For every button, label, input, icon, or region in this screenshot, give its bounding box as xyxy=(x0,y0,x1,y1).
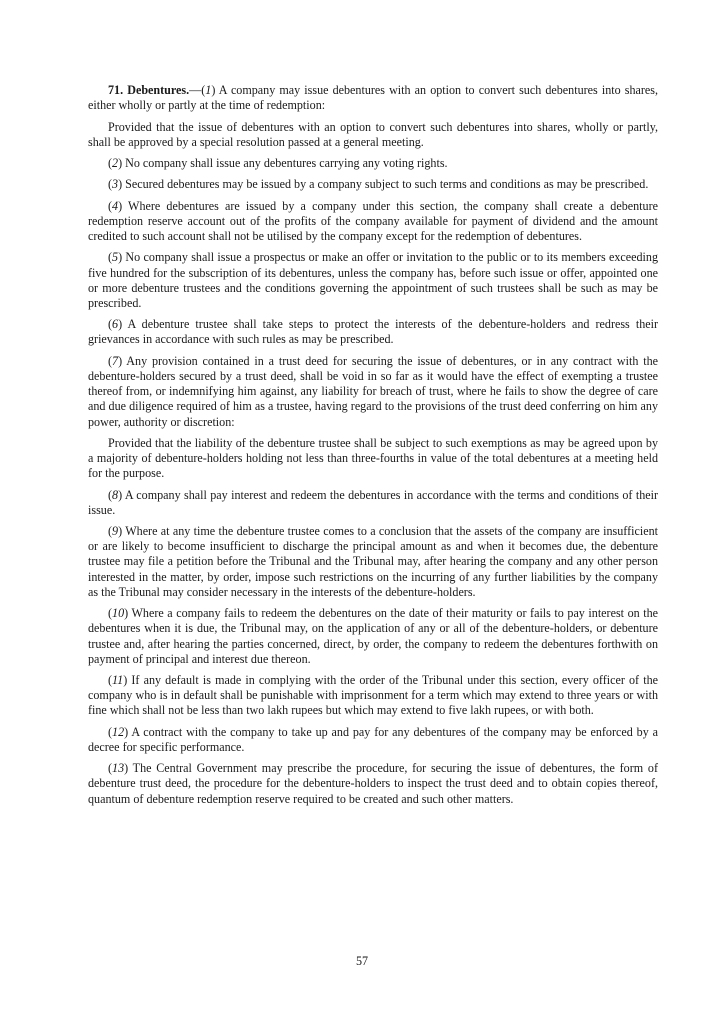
section-heading: 71. Debentures. xyxy=(108,83,190,97)
subsection-paragraph-7 xyxy=(88,354,658,430)
subsection-number: 3 xyxy=(112,177,119,192)
proviso-text: Provided that the liability of the debenture trustee shall be subject to such exemptions as may be agreed upon by a majority of debenture-holders holding not less than three-fourths in value of the total debentures at a meeting held for the purpose. xyxy=(88,435,658,481)
subsection-prefix: ( xyxy=(108,524,113,539)
subsection-prefix: ( xyxy=(108,761,113,776)
section-paragraph-1 xyxy=(88,83,658,113)
subsection-text: ) Where a company fails to redeem the debentures on the date of their maturity or fails to pay interest on the debentures when it is due, the Tribunal may, on the application of any or all of the debenture-holders, or debenture trustee and, after hearing the parties concerned, direct, by order, the company to redeem the debentures forthwith on payment of principal and interest due thereon. xyxy=(88,606,658,666)
proviso-paragraph-1 xyxy=(88,120,658,150)
subsection-number: 11 xyxy=(112,673,124,688)
subsection-text: ) Secured debentures may be issued by a company subject to such terms and conditions as may be prescribed. xyxy=(118,177,649,192)
subsection-text: ) A debenture trustee shall take steps to protect the interests of the debenture-holders and redress their grievances in accordance with such rules as may be prescribed. xyxy=(88,317,658,347)
subsection-number: 1 xyxy=(205,83,212,97)
subsection-paragraph-2 xyxy=(88,156,658,171)
subsection-paragraph-10 xyxy=(88,606,658,667)
proviso-paragraph-2 xyxy=(88,436,658,482)
proviso-text: Provided that the issue of debentures with an option to convert such debentures into shares, wholly or partly, shall be approved by a special resolution passed at a general meeting. xyxy=(88,119,658,149)
subsection-paragraph-5 xyxy=(88,250,658,311)
document-body xyxy=(88,83,658,813)
subsection-number: 7 xyxy=(112,353,119,368)
subsection-prefix: ( xyxy=(108,177,113,192)
subsection-number: 8 xyxy=(112,487,119,502)
page-number: 57 xyxy=(355,954,369,968)
subsection-text: ) A company shall pay interest and redeem the debentures in accordance with the terms and conditions of their issue. xyxy=(88,487,658,517)
subsection-number: 4 xyxy=(112,198,119,213)
subsection-text: ) A company may issue debentures with an option to convert such debentures into shares, either wholly or partly at the time of redemption: xyxy=(88,83,658,113)
subsection-paragraph-4 xyxy=(88,199,658,245)
subsection-prefix: ( xyxy=(108,673,113,688)
subsection-paragraph-13 xyxy=(88,761,658,807)
subsection-paragraph-8 xyxy=(88,488,658,518)
subsection-number: 13 xyxy=(112,761,125,776)
subsection-prefix: ( xyxy=(108,606,113,621)
subsection-number: 12 xyxy=(112,724,125,739)
subsection-prefix: —( xyxy=(189,83,206,97)
subsection-text: ) No company shall issue any debentures carrying any voting rights. xyxy=(118,156,448,170)
subsection-number: 5 xyxy=(112,250,119,265)
subsection-text: ) No company shall issue a prospectus or make an offer or invitation to the public or to its members exceeding five hundred for the subscription of its debentures, unless the company has, before such issue or offer, appointed one or more debenture trustees and the conditions governing the appointment of such trustees shall be such as may be prescribed. xyxy=(88,250,658,310)
subsection-prefix: ( xyxy=(108,317,113,332)
subsection-text: ) Where debentures are issued by a company under this section, the company shall create a debenture redemption reserve account out of the profits of the company available for payment of dividend and the amount credited to such account shall not be utilised by the company except for the redemption of debentures. xyxy=(88,198,658,243)
subsection-paragraph-9 xyxy=(88,524,658,600)
subsection-text: ) The Central Government may prescribe the procedure, for securing the issue of debentures, the form of debenture trust deed, the procedure for the debenture-holders to inspect the trust deed and to obtain copies thereof, quantum of debenture redemption reserve required to be created and such other matters. xyxy=(88,761,658,806)
subsection-paragraph-12 xyxy=(88,725,658,755)
subsection-paragraph-6 xyxy=(88,317,658,347)
subsection-text: ) A contract with the company to take up and pay for any debentures of the company may be enforced by a decree for specific performance. xyxy=(88,724,658,754)
subsection-text: ) If any default is made in complying with the order of the Tribunal under this section, every officer of the company who is in default shall be punishable with imprisonment for a term which may extend to three years or with fine which shall not be less than two lakh rupees but which may extend to five lakh rupees, or with both. xyxy=(88,673,658,718)
subsection-prefix: ( xyxy=(108,487,113,502)
subsection-paragraph-11 xyxy=(88,673,658,719)
subsection-text: ) Where at any time the debenture trustee comes to a conclusion that the assets of the company are insufficient or are likely to become insufficient to discharge the principal amount as and when it becomes due, the debenture trustee may file a petition before the Tribunal and the Tribunal may, after hearing the company and any other person interested in the matter, by order, impose such restrictions on the incurring of any further liabilities by the company as the Tribunal may consider necessary in the interests of the debenture-holders. xyxy=(88,524,658,599)
subsection-number: 6 xyxy=(112,317,119,332)
subsection-prefix: ( xyxy=(108,156,113,170)
subsection-prefix: ( xyxy=(108,353,113,368)
subsection-prefix: ( xyxy=(108,724,113,739)
subsection-prefix: ( xyxy=(108,250,113,265)
subsection-text: ) Any provision contained in a trust deed for securing the issue of debentures, or in any contract with the debenture-holders secured by a trust deed, shall be void in so far as it would have the effect of exempting a trustee thereof from, or indemnifying him against, any liability for breach of trust, where he fails to show the degree of care and due diligence required of him as a trustee, having regard to the provisions of the trust deed conferring on him any power, authority or discretion: xyxy=(88,353,658,429)
subsection-number: 10 xyxy=(112,606,125,621)
subsection-number: 9 xyxy=(112,524,119,539)
subsection-prefix: ( xyxy=(108,198,113,213)
subsection-paragraph-3 xyxy=(88,177,658,192)
subsection-number: 2 xyxy=(112,156,119,170)
